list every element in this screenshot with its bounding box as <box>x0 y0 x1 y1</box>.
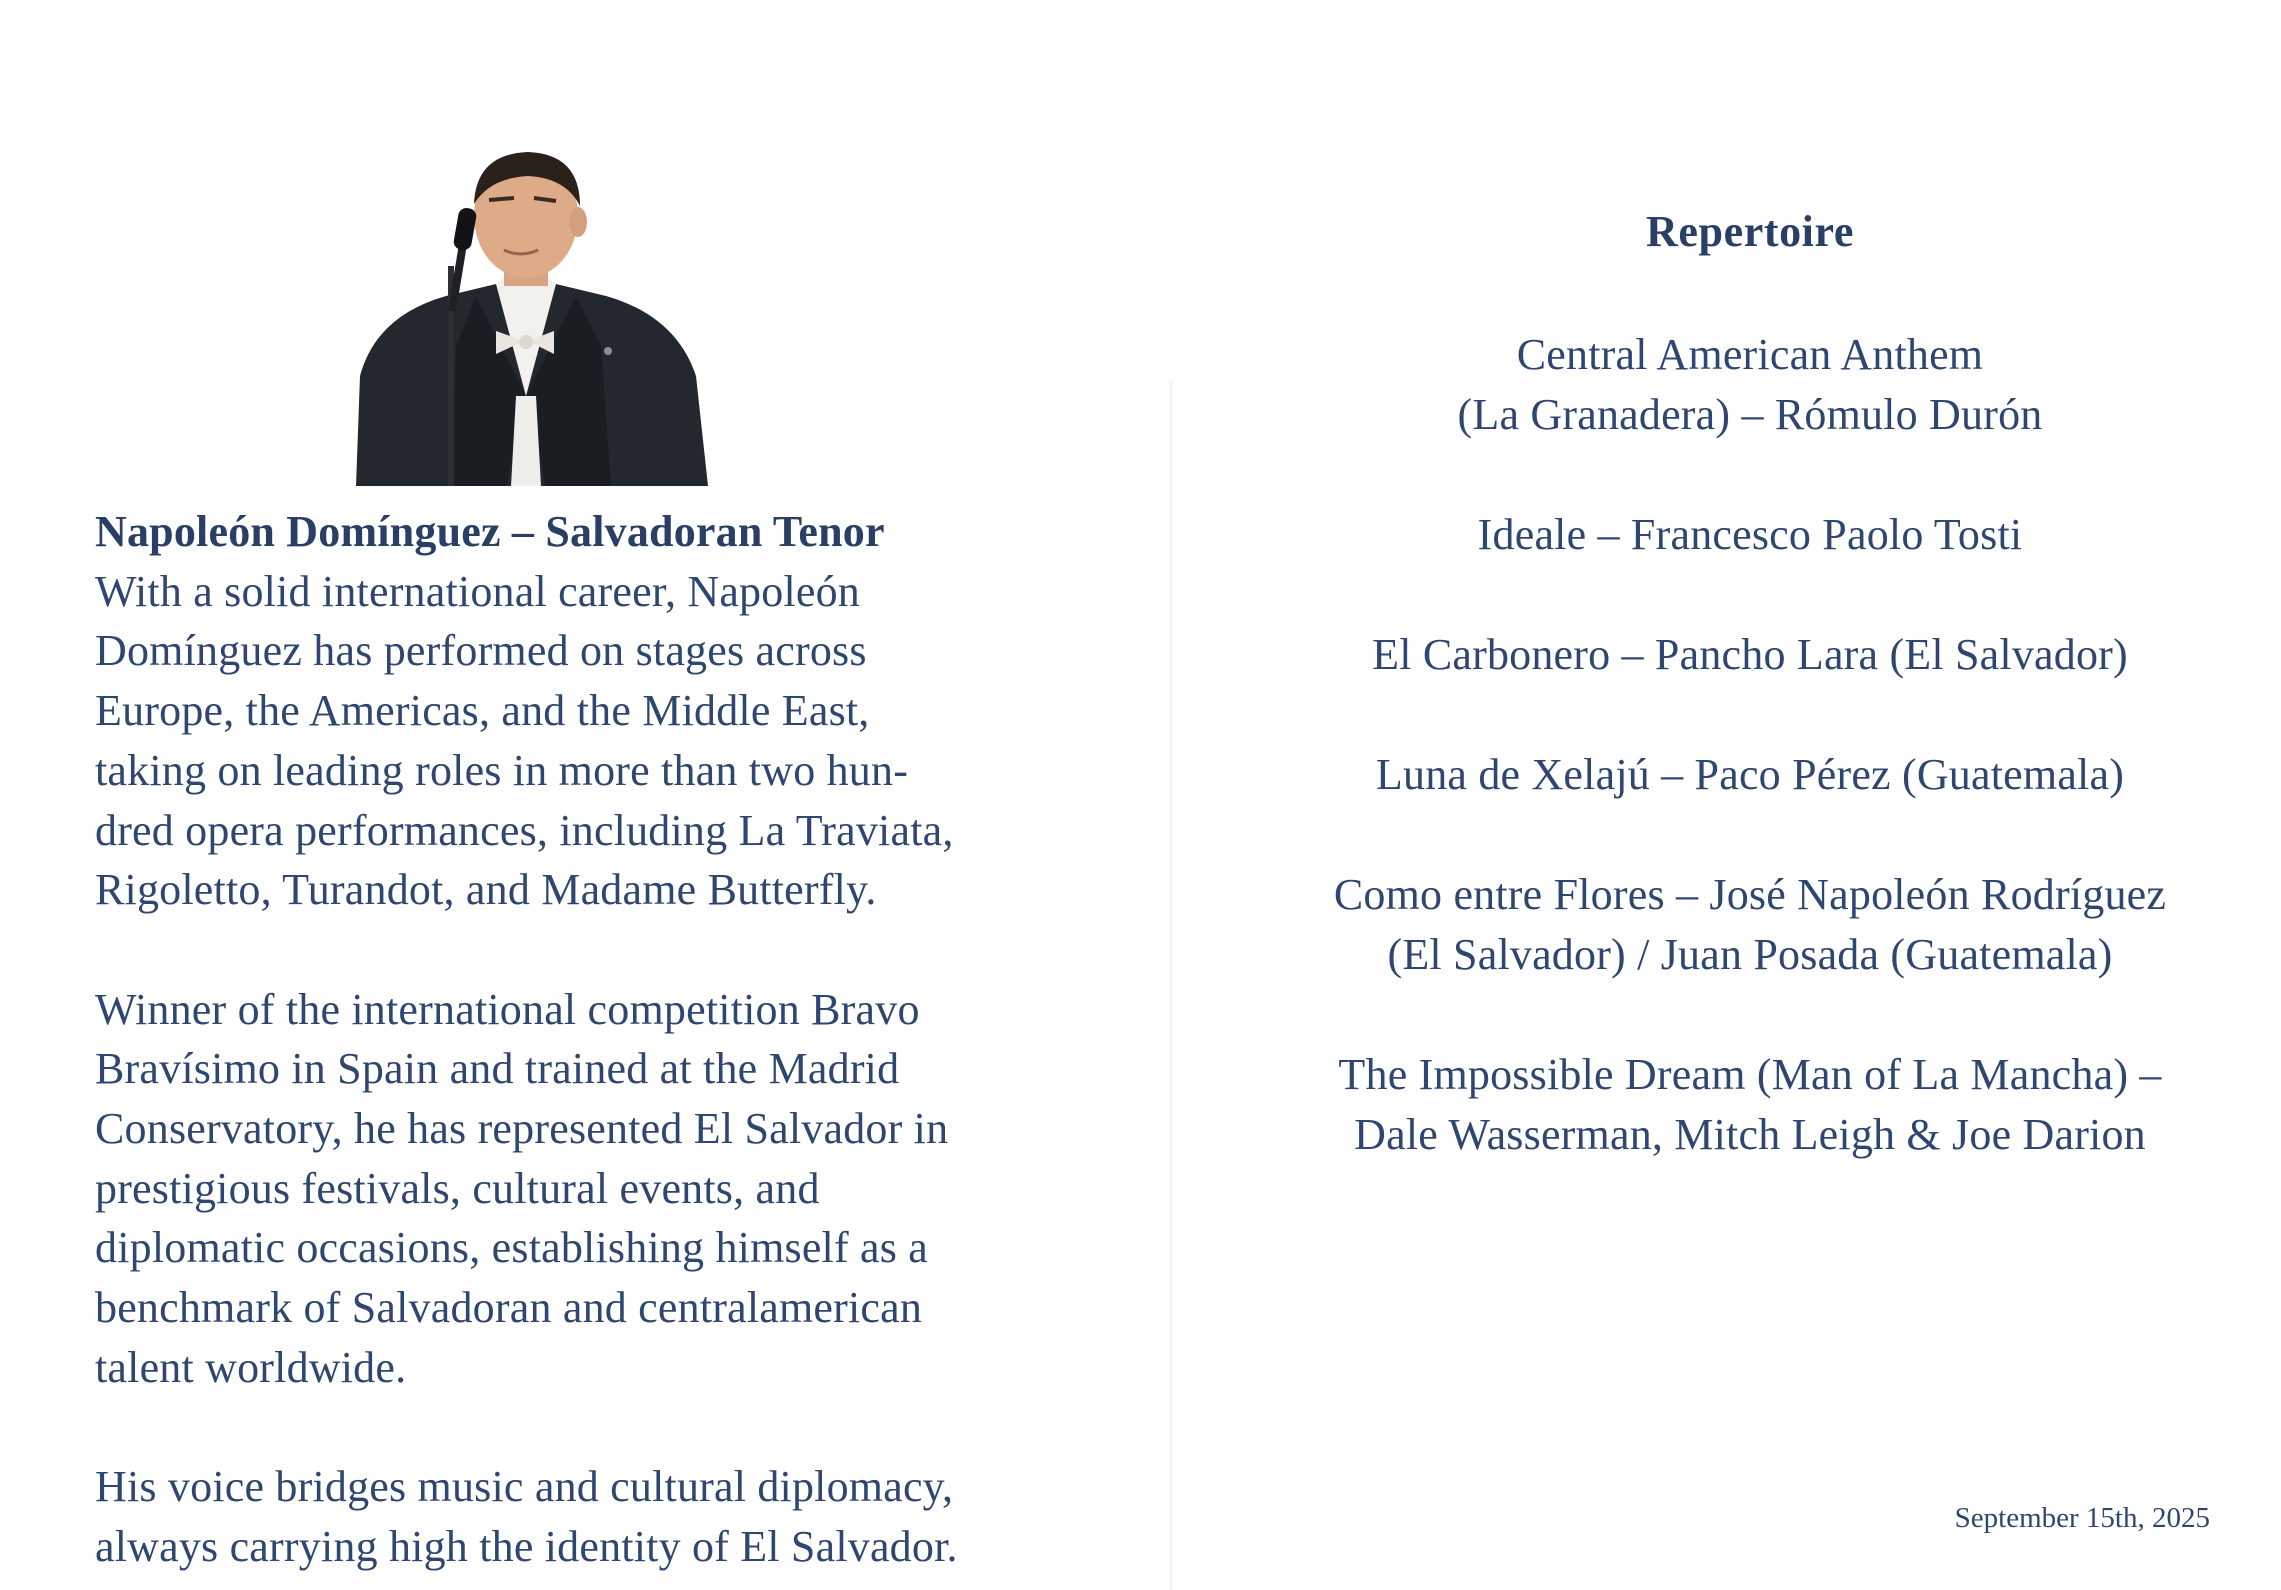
repertoire-item-line: El Carbonero – Pancho Lara (El Salvador) <box>1372 630 2128 679</box>
repertoire-item-line: The Impossible Dream (Man of La Mancha) – <box>1338 1050 2162 1099</box>
fold-line <box>1168 380 1174 1590</box>
repertoire-item <box>1240 625 2260 685</box>
repertoire-item <box>1240 865 2260 985</box>
bio-title: Napoleón Domínguez – Salvadoran Tenor <box>95 507 885 556</box>
bio-paragraph-1-line: With a solid international career, Napoleón <box>95 566 861 616</box>
bio-paragraph-2-line: talent worldwide. <box>95 1342 407 1392</box>
tenor-photo <box>356 146 708 486</box>
repertoire-list <box>1240 325 2260 1225</box>
bio-paragraph-2-line: benchmark of Salvadoran and centralamerican <box>95 1283 923 1333</box>
repertoire-item <box>1240 505 2260 565</box>
bio-paragraph-2-line: diplomatic occasions, establishing himself as a <box>95 1223 929 1273</box>
repertoire-item <box>1240 1045 2260 1165</box>
repertoire-item-line: (La Granadera) – Rómulo Durón <box>1457 390 2043 439</box>
repertoire-item-line: Como entre Flores – José Napoleón Rodríguez <box>1333 870 2167 919</box>
bio-paragraph-1-line: taking on leading roles in more than two hun- <box>95 745 909 795</box>
repertoire-item-line: Central American Anthem <box>1516 330 1984 379</box>
repertoire-item-line: Dale Wasserman, Mitch Leigh & Joe Darion <box>1354 1110 2146 1159</box>
bio-paragraph-2-line: Conservatory, he has represented El Salvador in <box>95 1104 949 1154</box>
bio-paragraph-1-line: Domínguez has performed on stages across <box>95 626 867 676</box>
paragraph-spacer <box>95 920 1115 980</box>
repertoire-item-line: (El Salvador) / Juan Posada (Guatemala) <box>1387 930 2113 979</box>
paragraph-spacer <box>95 1398 1115 1458</box>
bio-paragraph-2-line: Bravísimo in Spain and trained at the Madrid <box>95 1044 900 1094</box>
repertoire-title: Repertoire <box>1646 207 1854 256</box>
bio-paragraph-1-line: Europe, the Americas, and the Middle East, <box>95 686 870 736</box>
bio-paragraph-1-line: dred opera performances, including La Traviata, <box>95 805 954 855</box>
bio-paragraph-3-line: His voice bridges music and cultural diplomacy, <box>95 1462 954 1512</box>
bio-paragraph-2-line: Winner of the international competition Bravo <box>95 984 920 1034</box>
repertoire-item-line: Ideale – Francesco Paolo Tosti <box>1477 510 2023 559</box>
program-date: September 15th, 2025 <box>1954 1502 2210 1534</box>
repertoire-item <box>1240 745 2260 805</box>
biography <box>95 502 1115 1577</box>
bio-paragraph-3-line: always carrying high the identity of El Salvador. <box>95 1521 958 1571</box>
repertoire-item <box>1240 325 2260 445</box>
bio-paragraph-1-line: Rigoletto, Turandot, and Madame Butterfly. <box>95 865 877 915</box>
bio-paragraph-2-line: prestigious festivals, cultural events, and <box>95 1163 820 1213</box>
repertoire-item-line: Luna de Xelajú – Paco Pérez (Guatemala) <box>1375 750 2125 799</box>
